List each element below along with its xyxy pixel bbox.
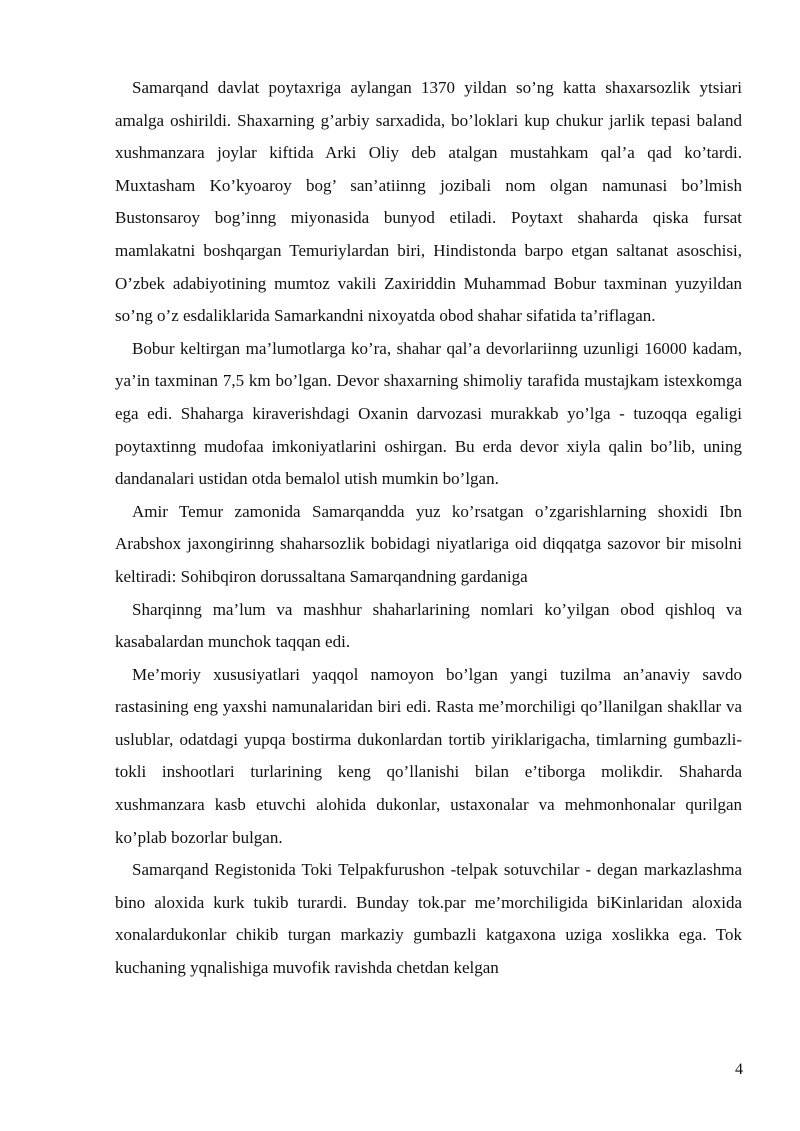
page-number: 4 (735, 1061, 743, 1078)
paragraph-1: Samarqand davlat poytaxriga aylangan 1370 yildan so’ng katta shaxarsozlik ytsiari amalga oshirildi. Shaxarning g’arbiy sarxadida, bo’loklari kup chukur jarlik tepasi baland xushmanzara joylar kiftida Arki Oliy deb atalgan mustahkam qal’a qad ko’tardi. Muxtasham Ko’kyoaroy bog’ san’atiinng jozibali nom olgan namunasi bo’lmish Bustonsaroy bog’inng miyonasida bunyod etiladi. Poytaxt shaharda qiska fursat mamlakatni boshqargan Temuriylardan biri, Hindistonda barpo etgan saltanat asoschisi, O’zbek adabiyotining mumtoz vakili Zaxiriddin Muhammad Bobur taxminan yuzyildan so’ng o’z esdaliklarida Samarkandni nixoyatda obod shahar sifatida ta’riflagan. (115, 78, 742, 326)
paragraph-6: Samarqand Registonida Toki Telpakfurushon -telpak sotuvchilar - degan markazlashma bino aloxida kurk tukib turardi. Bunday tok.par me’morchiligida biKinlaridan aloxida xonalardukonlar chikib turgan markaziy gumbazli katgaxona uziga xoslikka ega. Tok kuchaning yqnalishiga muvofik ravishda chetdan kelgan (115, 860, 742, 978)
paragraph-3: Amir Temur zamonida Samarqandda yuz ko’rsatgan o’zgarishlarning shoxidi Ibn Arabshox jaxongirinng shaharsozlik bobidagi niyatlariga oid diqqatga sazovor bir misolni keltiradi: Sohibqiron dorussaltana Samarqandning gardaniga (115, 501, 742, 586)
page-body (115, 72, 742, 985)
paragraph-5: Me’moriy xususiyatlari yaqqol namoyon bo’lgan yangi tuzilma an’anaviy savdo rastasining eng yaxshi namunalaridan biri edi. Rasta me’morchiligi qo’llanilgan shakllar va uslublar, odatdagi yupqa bostirma dukonlardan tortib yiriklarigacha, timlarning gumbazli-tokli inshootlari turlarining keng qo’llanishi bilan e’tiborga molikdir. Shaharda xushmanzara kasb etuvchi alohida dukonlar, ustaxonalar va mehmonhonalar qurilgan ko’plab bozorlar bulgan. (115, 664, 742, 847)
paragraph-2: Bobur keltirgan ma’lumotlarga ko’ra, shahar qal’a devorlariinng uzunligi 16000 kadam, ya’in taxminan 7,5 km bo’lgan. Devor shaxarning shimoliy tarafida mustajkam istexkomga ega edi. Shaharga kiraverishdagi Oxanin darvozasi murakkab yo’lga - tuzoqqa egaligi poytaxtinng mudofaa imkoniyatlarini oshirgan. Bu erda devor xiyla qalin bo’lib, uning dandanalari ustidan otda bemalol utish mumkin bo’lgan. (115, 338, 742, 489)
paragraph-4: Sharqinng ma’lum va mashhur shaharlarining nomlari ko’yilgan obod qishloq va kasabalardan munchok taqqan edi. (115, 599, 742, 652)
